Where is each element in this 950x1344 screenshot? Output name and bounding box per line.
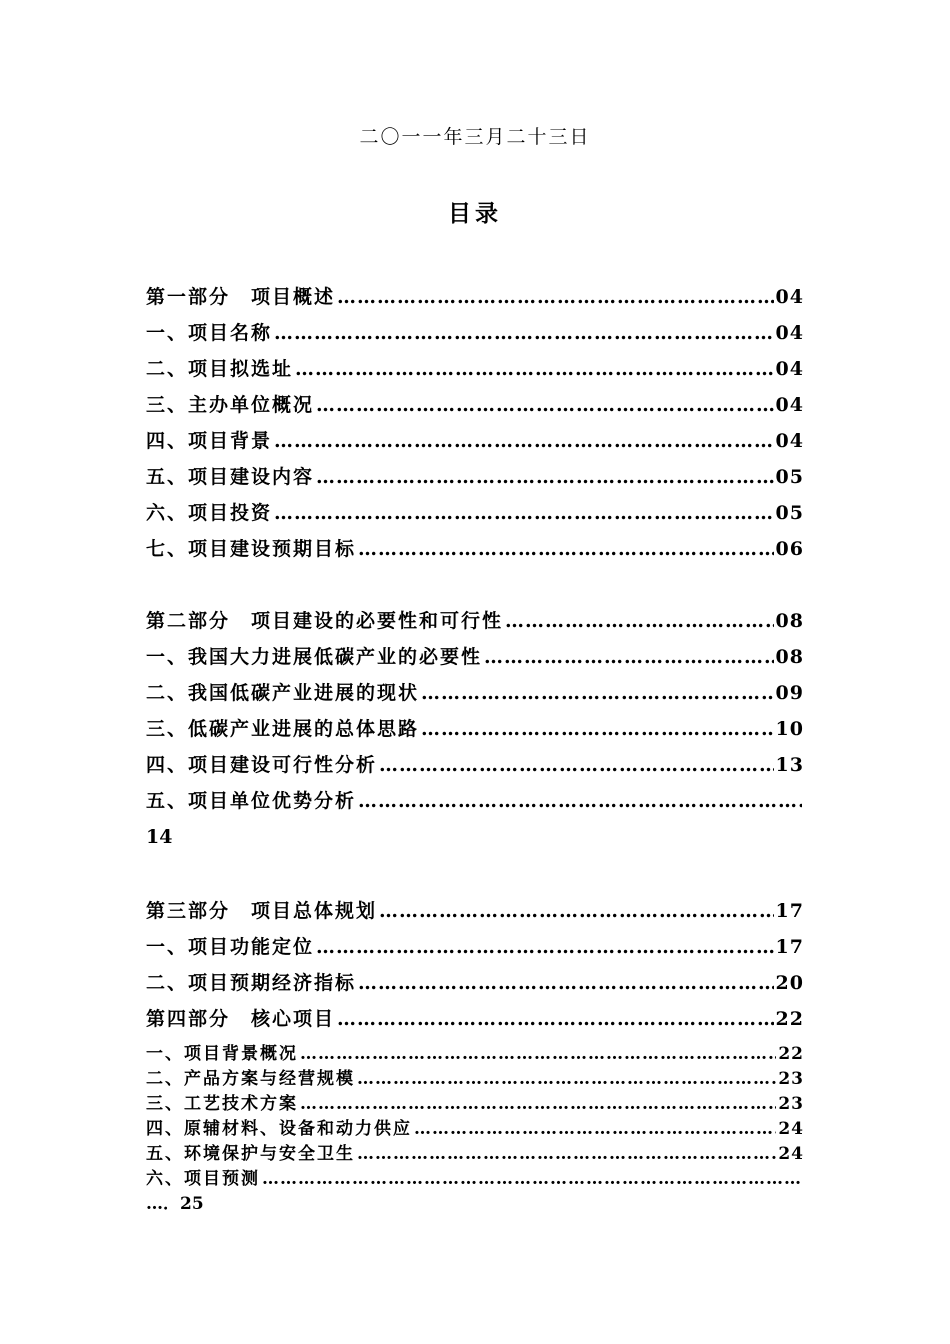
toc-entry-page: 08 bbox=[775, 610, 804, 632]
toc-entry-page: 23 bbox=[778, 1069, 804, 1089]
dot-leader bbox=[337, 1006, 774, 1032]
toc-entry-label: 三、工艺技术方案 bbox=[146, 1094, 298, 1114]
toc-entry[interactable] bbox=[146, 1043, 804, 1065]
toc-entry-page: 04 bbox=[775, 322, 804, 344]
toc-entry-label: 第三部分 项目总体规划 bbox=[146, 900, 378, 922]
document-date: 二〇一一年三月二十三日 bbox=[359, 126, 591, 148]
toc-entry-label: 五、项目建设内容 bbox=[146, 466, 315, 488]
toc-entry[interactable] bbox=[146, 428, 804, 454]
toc-entry-page: 08 bbox=[775, 646, 804, 668]
dot-leader bbox=[421, 716, 774, 742]
dot-leader bbox=[414, 1118, 776, 1140]
toc-entry-label: 一、项目功能定位 bbox=[146, 936, 315, 958]
toc-entry[interactable] bbox=[146, 644, 804, 670]
toc-entry[interactable] bbox=[146, 1168, 804, 1190]
dot-leader bbox=[421, 680, 774, 706]
toc-entry[interactable] bbox=[146, 970, 804, 996]
dot-leader bbox=[505, 608, 774, 634]
toc-entry-label: 四、项目建设可行性分析 bbox=[146, 754, 378, 776]
toc-entry-part-3[interactable] bbox=[146, 898, 804, 924]
dot-leader bbox=[379, 752, 774, 778]
toc-entry[interactable] bbox=[146, 680, 804, 706]
toc-entry-page: 04 bbox=[775, 286, 804, 308]
dot-leader bbox=[262, 1168, 802, 1190]
toc-entry-part-4[interactable] bbox=[146, 1006, 804, 1032]
toc-entry[interactable] bbox=[146, 716, 804, 742]
dot-leader bbox=[274, 428, 774, 454]
toc-entry[interactable] bbox=[146, 464, 804, 490]
toc-entry-page-wrapped: 14 bbox=[146, 826, 173, 848]
toc-entry-page: 17 bbox=[775, 936, 804, 958]
toc-entry-page: 10 bbox=[775, 718, 804, 740]
toc-entry-page: 13 bbox=[775, 754, 804, 776]
toc-entry[interactable] bbox=[146, 1143, 804, 1165]
toc-entry[interactable] bbox=[146, 536, 804, 562]
toc-entry-part-1[interactable] bbox=[146, 284, 804, 310]
toc-entry-page: 24 bbox=[778, 1119, 804, 1139]
toc-entry-label: 五、环境保护与安全卫生 bbox=[146, 1144, 355, 1164]
dot-leader bbox=[484, 644, 774, 670]
toc-entry-label: 五、项目单位优势分析 bbox=[146, 790, 357, 812]
toc-entry-label: 一、项目背景概况 bbox=[146, 1044, 298, 1064]
toc-entry-label: 七、项目建设预期目标 bbox=[146, 538, 357, 560]
toc-entry-label: 一、项目名称 bbox=[146, 322, 273, 344]
toc-entry-label: 二、产品方案与经营规模 bbox=[146, 1069, 355, 1089]
toc-entry[interactable] bbox=[146, 1093, 804, 1115]
toc-entry-label: 一、我国大力进展低碳产业的必要性 bbox=[146, 646, 483, 668]
toc-entry-label: 二、项目预期经济指标 bbox=[146, 972, 357, 994]
toc-entry-page: 05 bbox=[775, 502, 804, 524]
toc-entry-page-wrapped: …．25 bbox=[146, 1194, 204, 1214]
dot-leader bbox=[316, 934, 774, 960]
dot-leader bbox=[300, 1043, 776, 1065]
toc-entry-page: 20 bbox=[775, 972, 804, 994]
toc-entry[interactable] bbox=[146, 1118, 804, 1140]
toc-entry[interactable] bbox=[146, 934, 804, 960]
toc-entry-label: 二、项目拟选址 bbox=[146, 358, 294, 380]
toc-entry-label: 第四部分 核心项目 bbox=[146, 1008, 336, 1030]
toc-entry-label: 二、我国低碳产业进展的现状 bbox=[146, 682, 420, 704]
toc-entry[interactable] bbox=[146, 1068, 804, 1090]
dot-leader bbox=[316, 464, 774, 490]
dot-leader bbox=[337, 284, 774, 310]
toc-entry-label: 三、主办单位概况 bbox=[146, 394, 315, 416]
toc-entry-page: 06 bbox=[775, 538, 804, 560]
dot-leader bbox=[358, 970, 774, 996]
dot-leader bbox=[300, 1093, 776, 1115]
toc-entry-page: 04 bbox=[775, 430, 804, 452]
dot-leader bbox=[379, 898, 774, 924]
toc-entry-page: 22 bbox=[778, 1044, 804, 1064]
dot-leader bbox=[357, 1068, 776, 1090]
dot-leader bbox=[316, 392, 774, 418]
toc-entry-label: 四、原辅材料、设备和动力供应 bbox=[146, 1119, 412, 1139]
toc-entry-label: 六、项目预测 bbox=[146, 1169, 260, 1189]
toc-entry-label: 三、低碳产业进展的总体思路 bbox=[146, 718, 420, 740]
toc-entry-page: 04 bbox=[775, 358, 804, 380]
toc-entry-page: 09 bbox=[775, 682, 804, 704]
toc-entry-page: 24 bbox=[778, 1144, 804, 1164]
toc-title: 目录 bbox=[448, 200, 502, 227]
toc-entry[interactable] bbox=[146, 392, 804, 418]
toc-entry-label: 四、项目背景 bbox=[146, 430, 273, 452]
toc-entry-label: 第一部分 项目概述 bbox=[146, 286, 336, 308]
toc-entry-label: 六、项目投资 bbox=[146, 502, 273, 524]
toc-entry-page: 05 bbox=[775, 466, 804, 488]
dot-leader bbox=[357, 1143, 776, 1165]
dot-leader bbox=[274, 500, 774, 526]
toc-entry-label: 第二部分 项目建设的必要性和可行性 bbox=[146, 610, 504, 632]
dot-leader bbox=[358, 536, 774, 562]
toc-entry-page: 23 bbox=[778, 1094, 804, 1114]
dot-leader bbox=[274, 320, 774, 346]
toc-entry-page: 22 bbox=[775, 1008, 804, 1030]
toc-entry[interactable] bbox=[146, 752, 804, 778]
dot-leader bbox=[358, 788, 802, 814]
toc-entry-page: 17 bbox=[775, 900, 804, 922]
toc-entry[interactable] bbox=[146, 500, 804, 526]
toc-entry-part-2[interactable] bbox=[146, 608, 804, 634]
toc-entry[interactable] bbox=[146, 788, 804, 814]
toc-entry[interactable] bbox=[146, 356, 804, 382]
toc-entry[interactable] bbox=[146, 320, 804, 346]
toc-entry-page: 04 bbox=[775, 394, 804, 416]
dot-leader bbox=[295, 356, 774, 382]
